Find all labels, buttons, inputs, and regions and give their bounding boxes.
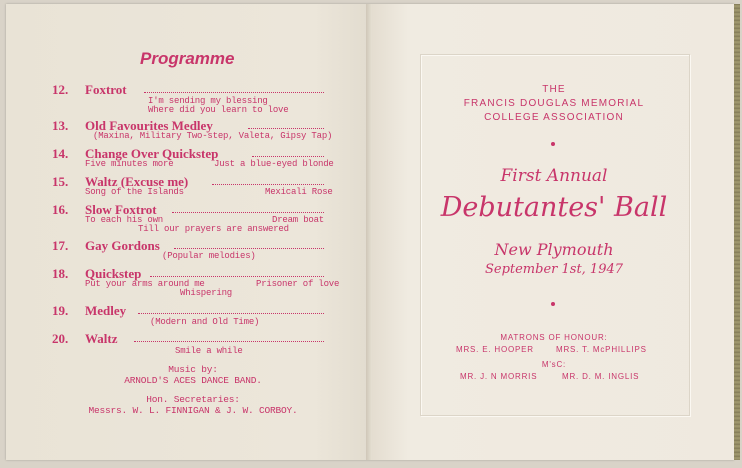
entry-tune: Dream boat [272,215,325,225]
dotted-leader [248,128,324,129]
association-name-line1: FRANCIS DOUGLAS MEMORIAL [463,98,645,109]
dotted-leader [134,341,324,342]
entry-tune: Till our prayers are answered [138,224,289,234]
entry-tune: Mexicali Rose [265,187,333,197]
entry-number: 17. [52,238,69,253]
entry-tune: Smile a while [175,346,243,356]
gilt-edge [734,4,740,460]
matron-name: MRS. T. McPHILLIPS [556,345,647,354]
mc-name: MR. D. M. INGLIS [562,372,640,381]
entry-number: 19. [52,303,69,318]
dotted-leader [138,313,324,314]
matrons-label: MATRONS OF HONOUR: [500,333,608,342]
dotted-leader [212,184,324,185]
entry-tune: Five minutes more [85,159,174,169]
secretaries-label: Hon. Secretaries: [146,394,240,405]
entry-dance: Medley [85,303,127,318]
entry-dance: Waltz [85,331,118,346]
event-title: Debutantes' Ball [440,192,668,223]
dotted-leader [172,212,324,213]
dotted-leader [174,248,324,249]
first-annual: First Annual [500,166,608,186]
entry-number: 15. [52,174,69,189]
entry-dance: Quickstep [85,266,142,281]
entry-number: 14. [52,146,69,161]
entry-tune: Prisoner of love [256,279,340,289]
ornament-dot [551,142,555,146]
programme-title: Programme [140,49,235,68]
mcs-label: M'sC: [541,360,567,369]
entry-tune: Where did you learn to love [148,105,289,115]
entry-number: 18. [52,266,69,281]
entry-dance: Waltz (Excuse me) [85,174,189,189]
entry-number: 20. [52,331,69,346]
entry-tune: Just a blue-eyed blonde [214,159,334,169]
event-place: New Plymouth [494,240,614,259]
dotted-leader [252,156,324,157]
entry-tune: (Maxina, Military Two-step, Valeta, Gipsy Tap) [93,131,333,141]
entry-dance: Foxtrot [85,82,127,97]
entry-tune: (Popular melodies) [162,251,256,261]
mc-name: MR. J. N MORRIS [460,372,538,381]
band-name: ARNOLD'S ACES DANCE BAND. [124,375,262,386]
ornament-dot [551,302,555,306]
entry-number: 12. [52,82,69,97]
entry-dance: Gay Gordons [85,238,160,253]
event-date: September 1st, 1947 [484,262,624,277]
dotted-leader [144,92,324,93]
entry-tune: (Modern and Old Time) [150,317,260,327]
entry-tune: I'm sending my blessing [148,96,268,106]
entry-tune: Whispering [180,288,233,298]
entry-tune: To each his own [85,215,164,225]
music-by-label: Music by: [168,364,218,375]
entry-tune: Put your arms around me [85,279,205,289]
entry-number: 13. [52,118,69,133]
association-the: THE [542,84,566,95]
entry-dance: Old Favourites Medley [85,118,213,133]
association-name-line2: COLLEGE ASSOCIATION [484,112,624,123]
entry-number: 16. [52,202,69,217]
secretaries-names: Messrs. W. L. FINNIGAN & J. W. CORBOY. [88,405,298,416]
entry-dance: Slow Foxtrot [85,202,157,217]
entry-dance: Change Over Quickstep [85,146,219,161]
matron-name: MRS. E. HOOPER [456,345,534,354]
entry-tune: Song of the Islands [85,187,184,197]
dotted-leader [150,276,324,277]
